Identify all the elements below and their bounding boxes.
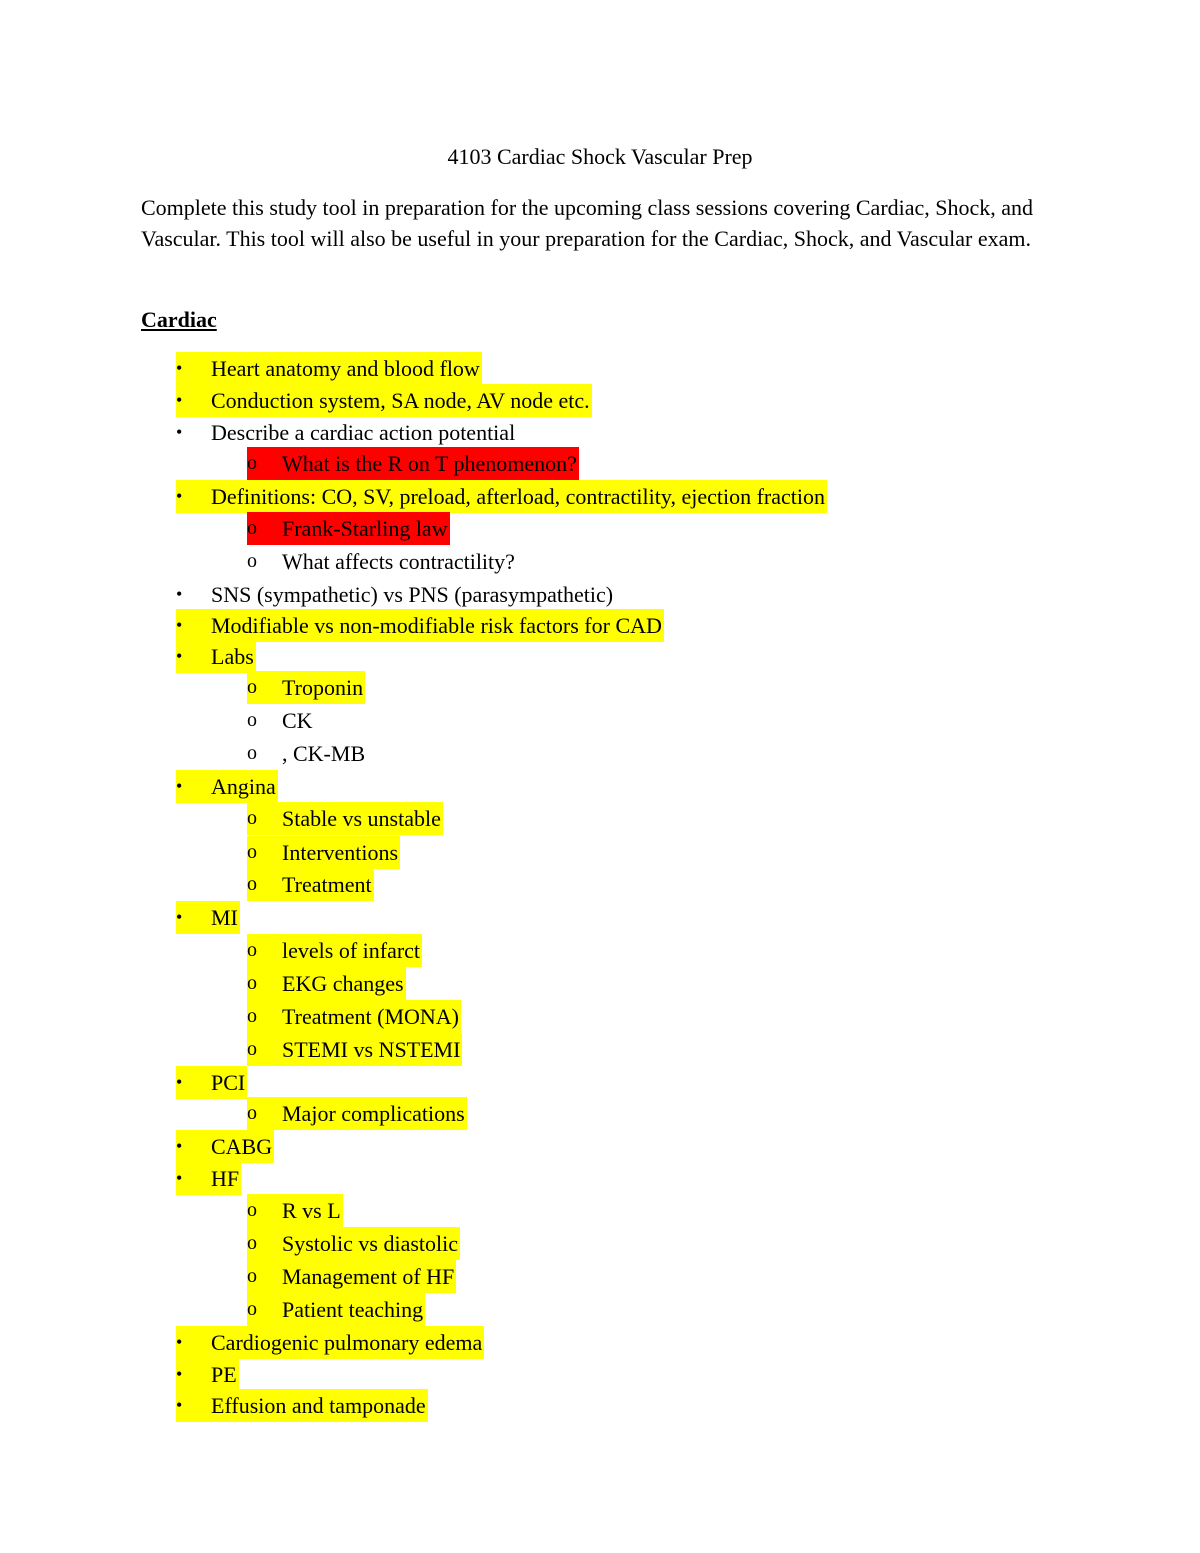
list-item <box>0 640 1200 673</box>
yellow-highlight <box>247 1097 467 1130</box>
yellow-highlight <box>176 770 278 803</box>
list-item <box>0 901 1200 934</box>
item-text-wrapper <box>247 737 367 770</box>
item-label: Cardiogenic pulmonary edema <box>211 1329 483 1355</box>
item-label: Management of HF <box>282 1263 455 1289</box>
sub-list-item <box>0 447 1200 480</box>
bullet-icon: • <box>176 1364 183 1384</box>
item-text-wrapper <box>176 578 615 611</box>
bullet-icon: • <box>176 358 183 378</box>
item-text-wrapper <box>247 545 517 578</box>
sub-bullet-icon: o <box>247 1298 257 1320</box>
item-label: levels of infarct <box>282 937 421 963</box>
sub-list-item <box>0 868 1200 901</box>
sub-bullet-icon: o <box>247 939 257 961</box>
sub-bullet-icon: o <box>247 517 257 539</box>
list-item <box>0 1389 1200 1422</box>
bullet-icon: • <box>176 1332 183 1352</box>
yellow-highlight <box>247 836 400 869</box>
bullet-icon: • <box>176 1395 183 1415</box>
list-item <box>0 1358 1200 1391</box>
sub-list-item <box>0 1227 1200 1260</box>
item-label: Angina <box>211 773 276 799</box>
item-label: Labs <box>211 643 254 669</box>
bullet-icon: • <box>176 615 183 635</box>
sub-bullet-icon: o <box>247 550 257 572</box>
bullet-icon: • <box>176 422 183 442</box>
bullet-icon: • <box>176 486 183 506</box>
red-highlight <box>247 447 579 480</box>
list-item <box>0 480 1200 513</box>
sub-list-item <box>0 967 1200 1000</box>
yellow-highlight <box>247 1033 462 1066</box>
sub-list-item <box>0 1194 1200 1227</box>
bullet-icon: • <box>176 776 183 796</box>
item-label: CABG <box>211 1133 273 1159</box>
item-label: Frank-Starling law <box>282 515 448 541</box>
item-label: What affects contractility? <box>282 548 515 574</box>
item-label: R vs L <box>282 1197 341 1223</box>
sub-bullet-icon: o <box>247 807 257 829</box>
sub-bullet-icon: o <box>247 452 257 474</box>
item-label: Describe a cardiac action potential <box>211 419 516 445</box>
yellow-highlight <box>247 671 365 704</box>
section-heading-cardiac: Cardiac <box>141 307 217 332</box>
item-label: Definitions: CO, SV, preload, afterload, contractility, ejection fraction <box>211 483 825 509</box>
item-label: CK <box>282 707 313 733</box>
sub-list-item <box>0 934 1200 967</box>
yellow-highlight <box>176 352 482 385</box>
sub-bullet-icon: o <box>247 841 257 863</box>
sub-list-item <box>0 671 1200 704</box>
item-label: STEMI vs NSTEMI <box>282 1036 461 1062</box>
list-item <box>0 609 1200 642</box>
yellow-highlight <box>176 480 827 513</box>
bullet-icon: • <box>176 584 183 604</box>
bullet-icon: • <box>176 390 183 410</box>
list-item <box>0 1162 1200 1195</box>
sub-list-item <box>0 1033 1200 1066</box>
yellow-highlight <box>247 868 374 901</box>
item-label: MI <box>211 904 238 930</box>
yellow-highlight <box>247 1000 461 1033</box>
bullet-icon: • <box>176 907 183 927</box>
sub-bullet-icon: o <box>247 1199 257 1221</box>
bullet-icon: • <box>176 646 183 666</box>
item-label: Heart anatomy and blood flow <box>211 355 480 381</box>
yellow-highlight <box>247 802 443 835</box>
item-label: SNS (sympathetic) vs PNS (parasympathetic) <box>211 581 614 607</box>
item-label: Systolic vs diastolic <box>282 1230 458 1256</box>
yellow-highlight <box>176 609 664 642</box>
sub-bullet-icon: o <box>247 873 257 895</box>
item-label: Major complications <box>282 1100 465 1126</box>
item-label: EKG changes <box>282 970 404 996</box>
yellow-highlight <box>247 1260 456 1293</box>
yellow-highlight <box>176 1389 428 1422</box>
sub-list-item <box>0 836 1200 869</box>
yellow-highlight <box>176 384 592 417</box>
item-label: PCI <box>211 1069 246 1095</box>
yellow-highlight <box>247 1293 425 1326</box>
sub-list-item <box>0 512 1200 545</box>
bullet-icon: • <box>176 1136 183 1156</box>
sub-bullet-icon: o <box>247 1005 257 1027</box>
sub-bullet-icon: o <box>247 1102 257 1124</box>
sub-bullet-icon: o <box>247 972 257 994</box>
item-label: Interventions <box>282 839 399 865</box>
list-item <box>0 1326 1200 1359</box>
yellow-highlight <box>176 1162 241 1195</box>
item-label: , CK-MB <box>282 740 366 766</box>
yellow-highlight <box>176 1066 247 1099</box>
item-label: Conduction system, SA node, AV node etc. <box>211 387 590 413</box>
red-highlight <box>247 512 450 545</box>
item-label: What is the R on T phenomenon? <box>282 450 577 476</box>
sub-bullet-icon: o <box>247 1232 257 1254</box>
sub-list-item <box>0 704 1200 737</box>
sub-list-item <box>0 545 1200 578</box>
item-label: Effusion and tamponade <box>211 1392 426 1418</box>
yellow-highlight <box>247 967 406 1000</box>
list-item <box>0 416 1200 449</box>
list-item <box>0 578 1200 611</box>
item-label: Treatment (MONA) <box>282 1003 459 1029</box>
item-label: HF <box>211 1165 240 1191</box>
yellow-highlight <box>176 640 256 673</box>
sub-list-item <box>0 1293 1200 1326</box>
item-text-wrapper <box>176 416 517 449</box>
item-label: Modifiable vs non-modifiable risk factors for CAD <box>211 612 662 638</box>
yellow-highlight <box>247 934 422 967</box>
sub-bullet-icon: o <box>247 1265 257 1287</box>
item-label: Stable vs unstable <box>282 805 441 831</box>
sub-list-item <box>0 1097 1200 1130</box>
intro-paragraph: Complete this study tool in preparation for the upcoming class sessions covering Cardiac, Shock, and Vascular. This tool will also be useful in your preparation for the Cardiac, Shock, and Vascular exam. <box>141 195 1034 251</box>
yellow-highlight <box>176 1358 239 1391</box>
list-item <box>0 1130 1200 1163</box>
item-label: Patient teaching <box>282 1296 424 1322</box>
sub-list-item <box>0 1260 1200 1293</box>
sub-bullet-icon: o <box>247 1038 257 1060</box>
sub-list-item <box>0 1000 1200 1033</box>
sub-bullet-icon: o <box>247 742 257 764</box>
yellow-highlight <box>247 1227 460 1260</box>
document-title: 4103 Cardiac Shock Vascular Prep <box>447 144 753 169</box>
item-label: Treatment <box>282 871 372 897</box>
sub-bullet-icon: o <box>247 676 257 698</box>
list-item <box>0 1066 1200 1099</box>
item-label: PE <box>211 1361 237 1387</box>
yellow-highlight <box>176 901 240 934</box>
yellow-highlight <box>247 1194 343 1227</box>
sub-list-item <box>0 802 1200 835</box>
bullet-icon: • <box>176 1072 183 1092</box>
yellow-highlight <box>176 1326 484 1359</box>
item-text-wrapper <box>247 704 315 737</box>
list-item <box>0 770 1200 803</box>
bullet-icon: • <box>176 1168 183 1188</box>
list-item <box>0 384 1200 417</box>
yellow-highlight <box>176 1130 274 1163</box>
sub-list-item <box>0 737 1200 770</box>
item-label: Troponin <box>282 674 364 700</box>
list-item <box>0 352 1200 385</box>
sub-bullet-icon: o <box>247 709 257 731</box>
